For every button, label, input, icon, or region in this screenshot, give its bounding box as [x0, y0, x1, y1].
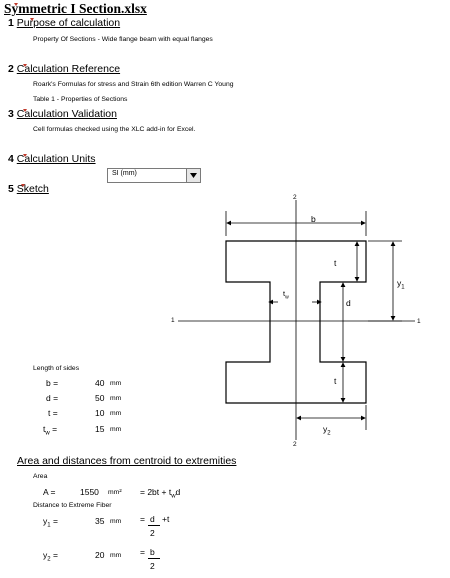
axis-label-right: 1 [417, 318, 421, 325]
y1-fraction-bar [148, 525, 160, 526]
section-label: Calculation Units [16, 153, 96, 165]
area-A-formula-main: = 2bt + t [140, 487, 172, 497]
area-A-formula-sub: w [171, 493, 176, 500]
purpose-text: Property Of Sections - Wide flange beam with equal flanges [33, 36, 213, 43]
y2-denominator: 2 [150, 561, 155, 571]
y2-numerator: b [150, 547, 155, 557]
y1-denominator: 2 [150, 528, 155, 538]
distance-label: Distance to Extreme Fiber [33, 502, 112, 509]
section-number: 4 [8, 153, 14, 165]
side-b-unit: mm [110, 380, 122, 387]
area-A-label: A = [43, 487, 56, 497]
label-tw-sub: w [285, 294, 289, 301]
y1-label-sub: 1 [47, 522, 51, 529]
units-select-value: SI (mm) [112, 170, 137, 177]
area-A-formula-tail: d [175, 487, 181, 497]
axis-label-top: 2 [293, 194, 297, 201]
label-tw-main: t [283, 289, 286, 298]
side-t-unit: mm [110, 410, 122, 417]
y1-value: 35 [95, 516, 105, 526]
section-number: 1 [8, 17, 14, 29]
y2-label-main: y [43, 550, 48, 560]
document-title: Symmetric I Section.xlsx [4, 1, 147, 16]
reference-text-2: Table 1 - Properties of Sections [33, 96, 128, 103]
side-tw-label-tail: = [49, 424, 58, 434]
y1-unit: mm [110, 518, 122, 525]
label-y1-sub: 1 [401, 284, 405, 291]
y2-label-sub: 2 [47, 556, 51, 563]
side-d-value[interactable]: 50 [95, 393, 105, 403]
label-tw [283, 289, 289, 301]
validation-text: Cell formulas checked using the XLC add-in for Excel. [33, 126, 196, 133]
label-b: b [311, 214, 316, 224]
side-t-value[interactable]: 10 [95, 408, 105, 418]
reference-text-1: Roark's Formulas for stress and Strain 6th edition Warren C Young [33, 81, 234, 88]
label-t-bottom: t [334, 376, 337, 386]
side-tw-value[interactable]: 15 [95, 424, 105, 434]
y1-label [43, 516, 58, 529]
y2-label [43, 550, 58, 563]
side-tw-label-main: t [43, 424, 46, 434]
y2-label-tail: = [50, 550, 58, 560]
axis-label-bottom: 2 [293, 441, 297, 448]
area-A-unit: mm² [108, 489, 122, 496]
y1-label-tail: = [50, 516, 58, 526]
section-number: 2 [8, 63, 14, 75]
y1-numerator: d [150, 514, 155, 524]
section-number: 5 [8, 183, 14, 195]
sides-heading: Length of sides [33, 365, 80, 372]
label-y1 [397, 278, 405, 291]
section-label: Calculation Validation [16, 108, 117, 120]
side-b-label: b = [46, 378, 59, 388]
axis-label-left: 1 [171, 317, 175, 324]
y1-plus-t: +t [162, 514, 170, 524]
y2-eq: = [140, 547, 145, 557]
label-y2 [323, 424, 331, 437]
label-y2-sub: 2 [327, 430, 331, 437]
y2-unit: mm [110, 552, 122, 559]
side-tw-label [43, 424, 57, 437]
side-tw-unit: mm [110, 426, 122, 433]
area-label: Area [33, 473, 48, 480]
y2-value: 20 [95, 550, 105, 560]
area-heading: Area and distances from centroid to extremities [17, 455, 237, 467]
y1-eq: = [140, 514, 145, 524]
label-y2-main: y [323, 424, 328, 434]
section-number: 3 [8, 108, 14, 120]
area-A-formula [140, 487, 180, 500]
y2-fraction-bar [148, 558, 160, 559]
y1-label-main: y [43, 516, 48, 526]
section-label: Calculation Reference [16, 63, 121, 75]
side-b-value[interactable]: 40 [95, 378, 105, 388]
side-tw-label-sub: w [45, 430, 50, 437]
area-A-value: 1550 [80, 487, 99, 497]
section-label: Purpose of calculation [16, 17, 121, 29]
section-label: Sketch [16, 183, 49, 195]
label-d: d [346, 298, 351, 308]
side-d-unit: mm [110, 395, 122, 402]
side-d-label: d = [46, 393, 59, 403]
side-t-label: t = [48, 408, 58, 418]
label-y1-main: y [397, 278, 402, 288]
label-t-top: t [334, 258, 337, 268]
